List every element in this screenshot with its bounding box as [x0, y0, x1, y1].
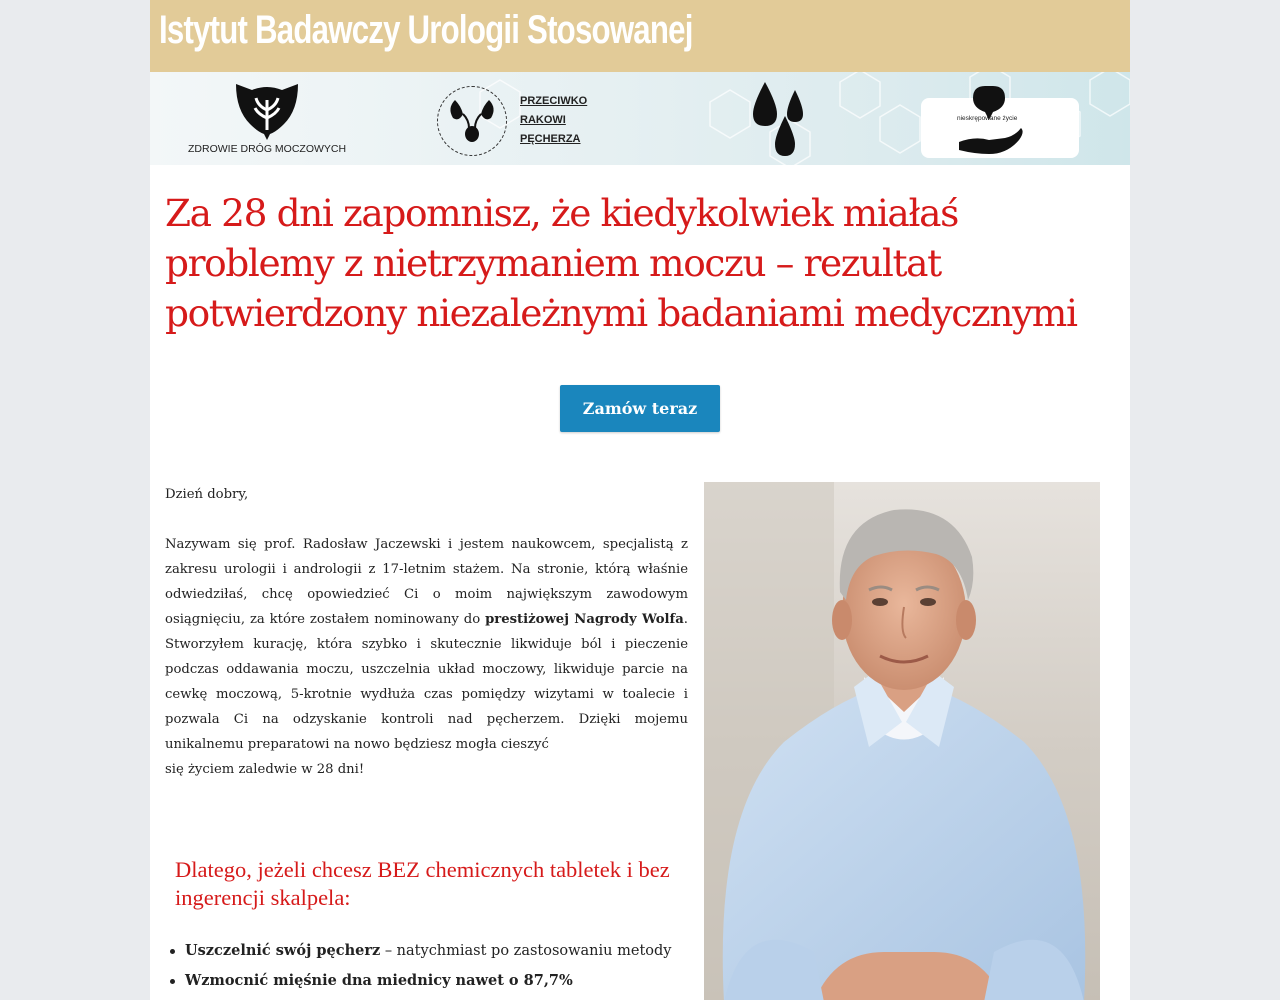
banner	[150, 72, 1130, 165]
hand-drop-icon	[955, 82, 1035, 162]
kidney-icon	[447, 92, 497, 148]
page-headline: Za 28 dni zapomnisz, że kiedykolwiek miałaś problemy z nietrzymaniem moczu – rezultat potwierdzony niezależnymi badaniami medycznymi	[165, 191, 1077, 335]
subheadline: Dlatego, jeżeli chcesz BEZ chemicznych tabletek i bez ingerencji skalpela:	[175, 857, 670, 910]
order-now-button[interactable]: Zamów teraz	[560, 385, 720, 432]
site-title[interactable]: Istytut Badawczy Urologii Stosowanej	[159, 8, 693, 52]
banner-caption-free-life: nieskrępowane życie	[957, 115, 1018, 122]
bladder-leaf-icon	[232, 80, 302, 142]
page	[150, 0, 1130, 1000]
drops-icon	[745, 78, 825, 163]
banner-drops	[745, 78, 825, 163]
greeting: Dzień dobry,	[165, 487, 249, 502]
article-body	[165, 482, 688, 782]
list-item: Wzmocnić mięśnie dna miednicy nawet o 87,7%	[170, 967, 710, 997]
intro-paragraph: Nazywam się prof. Radosław Jaczewski i jestem naukowcem, specjalistą z zakresu urologii i andrologii z 17-letnim stażem. Na stronie, którą właśnie odwiedziłaś, chcę opowiedzieć Ci o moim największym zawodowym osiągnięciu, za które zostałem nominowany do prestiżowej Nagrody Wolfa. Stworzyłem kurację, która szybko i skutecznie likwiduje ból i pieczenie podczas oddawania moczu, uszczelnia układ moczowy, likwiduje parcie na cewkę moczową, 5-krotnie wydłuża czas pomiędzy wizytami w toalecie i pozwala Ci na odzyskanie kontroli nad pęcherzem. Dzięki mojemu unikalnemu preparatowi na nowo będziesz mogła cieszyć	[165, 537, 688, 752]
banner-bladder-cancer	[435, 72, 605, 165]
award-name: prestiżowej Nagrody Wolfa	[485, 612, 684, 627]
doctor-illustration	[704, 482, 1100, 1000]
list-item: Uszczelnić swój pęcherz – natychmiast po zastosowaniu metody	[170, 937, 710, 967]
banner-free-life	[921, 98, 1079, 158]
benefits-list	[170, 937, 710, 997]
intro-last-line: się życiem zaledwie w 28 dni!	[165, 762, 365, 777]
site-header	[150, 0, 1130, 72]
banner-caption-cancer: PRZECIWKO RAKOWI PĘCHERZA	[520, 95, 588, 145]
banner-caption-urinary: ZDROWIE DRÓG MOCZOWYCH	[188, 143, 347, 155]
banner-urinary-health	[150, 72, 385, 165]
doctor-photo	[704, 482, 1100, 1000]
